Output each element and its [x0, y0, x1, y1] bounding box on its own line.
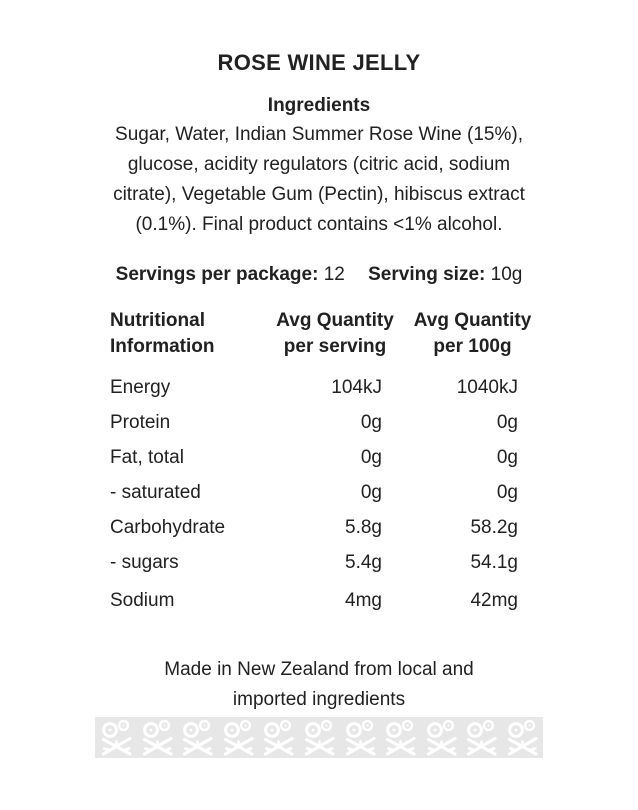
- table-row: [110, 370, 638, 405]
- servings-per-package-value: 12: [323, 264, 345, 285]
- per-serving-value: 0g: [360, 412, 382, 433]
- column-header-per-serving: [270, 308, 400, 360]
- column-header-line: per serving: [283, 336, 387, 357]
- per-serving-value: 4mg: [345, 590, 382, 611]
- table-row: [110, 583, 638, 618]
- servings-per-package-label: Servings per package:: [115, 264, 319, 285]
- page-title: ROSE WINE JELLY: [217, 50, 421, 75]
- per-100g-value: 1040kJ: [456, 377, 518, 398]
- column-header-line: Avg Quantity: [413, 310, 532, 331]
- origin-line: imported ingredients: [232, 689, 406, 710]
- per-serving-value: 0g: [360, 482, 382, 503]
- ingredients-heading: Ingredients: [267, 95, 371, 116]
- ingredients-line: glucose, acidity regulators (citric acid, sodium: [127, 154, 511, 175]
- serving-size-value: 10g: [490, 264, 523, 285]
- ingredients-line: (0.1%). Final product contains <1% alcohol.: [135, 214, 503, 235]
- column-header-line: per 100g: [433, 336, 512, 357]
- per-100g-value: 54.1g: [470, 552, 518, 573]
- nutrient-name: Protein: [110, 412, 171, 433]
- table-row: [110, 510, 638, 545]
- nutrient-name: - sugars: [110, 552, 179, 573]
- per-100g-value: 0g: [496, 482, 518, 503]
- column-header-per-100g: [400, 308, 545, 360]
- nutrient-name: Sodium: [110, 590, 175, 611]
- table-row: [110, 545, 638, 580]
- rose-pattern-band: [95, 717, 543, 758]
- per-100g-value: 42mg: [470, 590, 518, 611]
- nutrient-name: Carbohydrate: [110, 517, 226, 538]
- column-header-nutritional-information: [110, 308, 270, 360]
- nutrition-table-header: [110, 308, 638, 360]
- nutrient-name: Energy: [110, 377, 171, 398]
- origin-line: Made in New Zealand from local and: [164, 659, 474, 680]
- per-100g-value: 58.2g: [470, 517, 518, 538]
- nutrient-name: - saturated: [110, 482, 201, 503]
- per-serving-value: 5.4g: [345, 552, 382, 573]
- servings-line: [0, 264, 638, 286]
- table-row: [110, 475, 638, 510]
- table-row: [110, 440, 638, 475]
- nutrient-name: Fat, total: [110, 447, 184, 468]
- per-100g-value: 0g: [496, 412, 518, 433]
- per-serving-value: 5.8g: [345, 517, 382, 538]
- column-header-line: Nutritional: [110, 310, 205, 331]
- per-serving-value: 104kJ: [331, 377, 382, 398]
- ingredients-text: [0, 120, 638, 240]
- nutrition-table-body: [0, 370, 638, 618]
- per-100g-value: 0g: [496, 447, 518, 468]
- nutrition-table: [0, 308, 638, 618]
- ingredients-line: citrate), Vegetable Gum (Pectin), hibiscus extract: [113, 184, 525, 205]
- ingredients-line: Sugar, Water, Indian Summer Rose Wine (15%),: [115, 124, 523, 145]
- column-header-line: Information: [110, 336, 215, 357]
- per-serving-value: 0g: [360, 447, 382, 468]
- serving-size-label: Serving size:: [368, 264, 486, 285]
- column-header-line: Avg Quantity: [276, 310, 394, 331]
- origin-statement: [0, 655, 638, 715]
- table-row: [110, 405, 638, 440]
- rose-pattern-svg: [95, 717, 543, 758]
